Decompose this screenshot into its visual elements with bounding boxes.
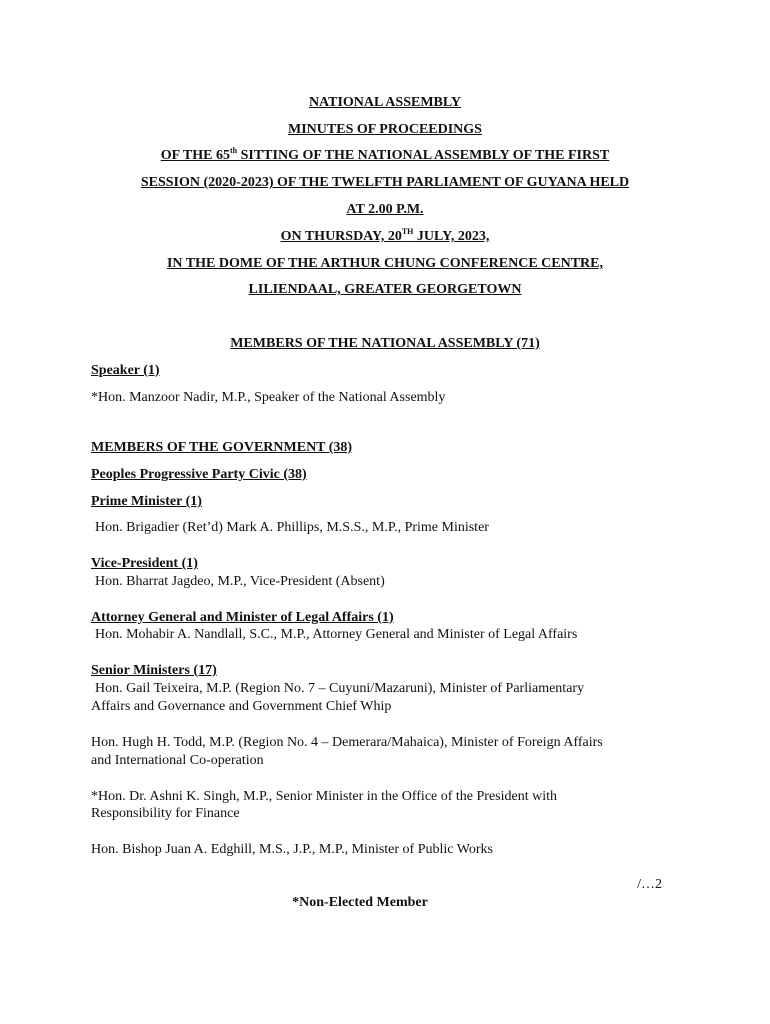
members-heading: MEMBERS OF THE NATIONAL ASSEMBLY (71) — [230, 336, 540, 351]
senior-minister-entry-3-line-2: Responsibility for Finance — [91, 806, 240, 821]
senior-ministers-heading: Senior Ministers (17) — [91, 663, 217, 678]
header-venue-line: IN THE DOME OF THE ARTHUR CHUNG CONFERENCE CENTRE, — [166, 256, 604, 271]
header-title: NATIONAL ASSEMBLY — [308, 95, 462, 110]
header-time-line: AT 2.00 P.M. — [346, 202, 424, 217]
vice-president-heading: Vice-President (1) — [91, 556, 198, 571]
header-session-line: SESSION (2020-2023) OF THE TWELFTH PARLIAMENT OF GUYANA HELD — [140, 175, 630, 190]
senior-minister-entry-3-line-1: *Hon. Dr. Ashni K. Singh, M.P., Senior Minister in the Office of the President with — [91, 789, 557, 804]
senior-minister-entry-2-line-1: Hon. Hugh H. Todd, M.P. (Region No. 4 – Demerara/Mahaica), Minister of Foreign Affairs — [91, 735, 603, 750]
header-date-line: ON THURSDAY, 20TH JULY, 2023, — [280, 227, 490, 244]
senior-minister-entry-2-line-2: and International Co-operation — [91, 753, 264, 768]
government-heading: MEMBERS OF THE GOVERNMENT (38) — [91, 440, 353, 455]
prime-minister-heading: Prime Minister (1) — [91, 494, 202, 509]
header-subtitle: MINUTES OF PROCEEDINGS — [288, 122, 482, 137]
attorney-general-heading: Attorney General and Minister of Legal Affairs (1) — [91, 610, 394, 625]
senior-minister-entry-4: Hon. Bishop Juan A. Edghill, M.S., J.P., M.P., Minister of Public Works — [91, 842, 493, 857]
page-continuation: /…2 — [637, 877, 662, 892]
senior-minister-entry-1-line-2: Affairs and Governance and Government Chief Whip — [91, 699, 392, 714]
footnote: *Non-Elected Member — [292, 895, 428, 910]
prime-minister-entry: Hon. Brigadier (Ret’d) Mark A. Phillips, M.S.S., M.P., Prime Minister — [95, 520, 489, 535]
header-location-line: LILIENDAAL, GREATER GEORGETOWN — [248, 282, 522, 297]
attorney-general-entry: Hon. Mohabir A. Nandlall, S.C., M.P., Attorney General and Minister of Legal Affairs — [95, 627, 578, 642]
party-heading: Peoples Progressive Party Civic (38) — [91, 467, 307, 482]
senior-minister-entry-1-line-1: Hon. Gail Teixeira, M.P. (Region No. 7 – Cuyuni/Mazaruni), Minister of Parliamentary — [95, 681, 585, 696]
speaker-entry: *Hon. Manzoor Nadir, M.P., Speaker of the National Assembly — [91, 390, 446, 405]
vice-president-entry: Hon. Bharrat Jagdeo, M.P., Vice-President (Absent) — [95, 574, 385, 589]
header-sitting-line: OF THE 65th SITTING OF THE NATIONAL ASSEMBLY OF THE FIRST — [160, 146, 610, 163]
speaker-heading: Speaker (1) — [91, 363, 160, 378]
